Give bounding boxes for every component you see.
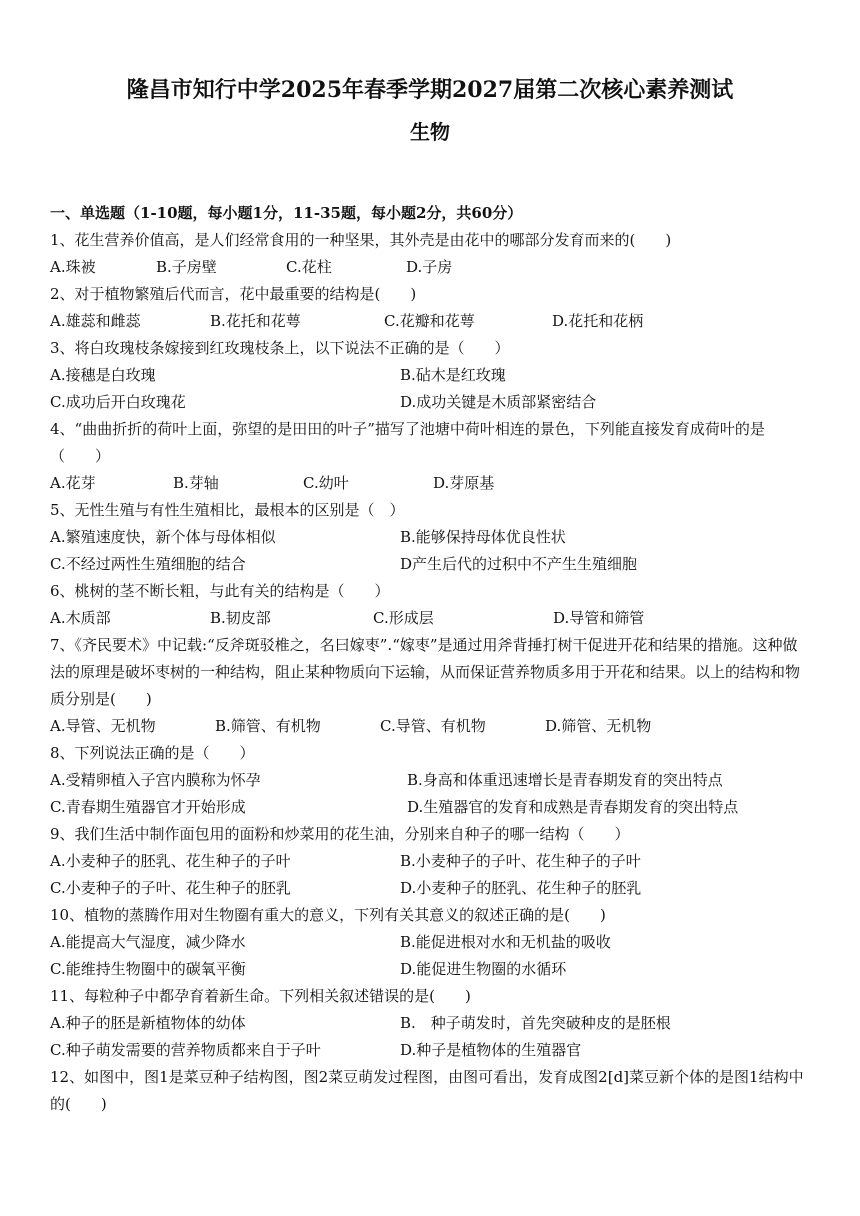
answer-option[interactable]: D.能促进生物圈的水循环	[400, 960, 567, 978]
answer-option[interactable]: C.花柱	[286, 258, 332, 276]
answer-option[interactable]: D.种子是植物体的生殖器官	[400, 1041, 582, 1059]
exam-title: 隆昌市知行中学2025年春季学期2027届第二次核心素养测试	[126, 77, 734, 103]
answer-option[interactable]: A.导管、无机物	[50, 717, 156, 735]
option-row	[50, 848, 812, 875]
question-stem: 3、将白玫瑰枝条嫁接到红玫瑰枝条上，以下说法不正确的是（ ）	[50, 339, 510, 357]
answer-option[interactable]: C.青春期生殖器官才开始形成	[50, 798, 246, 816]
question-stem: 5、无性生殖与有性生殖相比，最根本的区别是（ ）	[50, 501, 405, 519]
answer-option[interactable]: B.芽轴	[173, 474, 219, 492]
answer-option[interactable]: D.筛管、无机物	[545, 717, 652, 735]
question-stem: 10、植物的蒸腾作用对生物圈有重大的意义，下列有关其意义的叙述正确的是( )	[50, 906, 606, 924]
option-row	[50, 551, 812, 578]
question-stem: 4、“曲曲折折的荷叶上面，弥望的是田田的叶子”描写了池塘中荷叶相连的景色，下列能直接发育成荷叶的是（ ）	[50, 420, 765, 465]
option-row	[50, 362, 812, 389]
option-row	[50, 875, 812, 902]
answer-option[interactable]: C.不经过两性生殖细胞的结合	[50, 555, 246, 573]
answer-option[interactable]: B.砧木是红玫瑰	[400, 366, 506, 384]
answer-option[interactable]: A.小麦种子的胚乳、花生种子的子叶	[50, 852, 291, 870]
subject-title: 生物	[410, 120, 450, 144]
question-stem: 1、花生营养价值高，是人们经常食用的一种坚果，其外壳是由花中的哪部分发育而来的( )	[50, 231, 672, 249]
answer-option[interactable]: D.花托和花柄	[552, 312, 644, 330]
answer-option[interactable]: C.幼叶	[303, 474, 349, 492]
questions-container	[50, 227, 812, 1118]
question-stem: 9、我们生活中制作面包用的面粉和炒菜用的花生油，分别来自种子的哪一结构（ ）	[50, 825, 630, 843]
answer-option[interactable]: A.木质部	[50, 609, 111, 627]
answer-option[interactable]: B.小麦种子的子叶、花生种子的子叶	[400, 852, 641, 870]
option-row	[50, 605, 812, 632]
answer-option[interactable]: C.种子萌发需要的营养物质都来自于子叶	[50, 1041, 321, 1059]
answer-option[interactable]: A.能提高大气湿度，减少降水	[50, 933, 246, 951]
question-stem: 11、每粒种子中都孕育着新生命。下列相关叙述错误的是( )	[50, 987, 471, 1005]
question-stem: 7、《齐民要术》中记载:“反斧斑驳椎之，名曰嫁枣”.“嫁枣”是通过用斧背捶打树干促进开花和结果的措施。这种做法的原理是破坏枣树的一种结构，阻止某种物质向下运输，从而保证营养物质多用于开花和结果。以上的结构和物质分别是( )	[50, 636, 801, 708]
answer-option[interactable]: D.子房	[406, 258, 453, 276]
answer-option[interactable]: B. 种子萌发时，首先突破种皮的是胚根	[400, 1014, 671, 1032]
question-stem: 6、桃树的茎不断长粗，与此有关的结构是（ ）	[50, 582, 390, 600]
section-heading: 一、单选题（1-10题，每小题1分，11-35题，每小题2分，共60分）	[50, 204, 523, 222]
answer-option[interactable]: C.花瓣和花萼	[384, 312, 475, 330]
answer-option[interactable]: D.小麦种子的胚乳、花生种子的胚乳	[400, 879, 642, 897]
answer-option[interactable]: B.能够保持母体优良性状	[400, 528, 566, 546]
answer-option[interactable]: B.筛管、有机物	[215, 717, 321, 735]
answer-option[interactable]: B.能促进根对水和无机盐的吸收	[400, 933, 611, 951]
answer-option[interactable]: D.成功关键是木质部紧密结合	[400, 393, 597, 411]
option-row	[50, 956, 812, 983]
answer-option[interactable]: B.子房壁	[156, 258, 217, 276]
question-stem: 8、下列说法正确的是（ ）	[50, 744, 255, 762]
option-row	[50, 794, 812, 821]
answer-option[interactable]: A.珠被	[50, 258, 96, 276]
answer-option[interactable]: D.芽原基	[433, 474, 495, 492]
option-row	[50, 254, 812, 281]
answer-option[interactable]: B.身高和体重迅速增长是青春期发育的突出特点	[407, 771, 723, 789]
option-row	[50, 470, 812, 497]
answer-option[interactable]: C.成功后开白玫瑰花	[50, 393, 186, 411]
answer-option[interactable]: B.韧皮部	[210, 609, 271, 627]
answer-option[interactable]: A.雄蕊和雌蕊	[50, 312, 141, 330]
question-list	[50, 200, 812, 1118]
option-row	[50, 389, 812, 416]
option-row	[50, 524, 812, 551]
answer-option[interactable]: C.导管、有机物	[380, 717, 486, 735]
option-row	[50, 1037, 812, 1064]
answer-option[interactable]: D.生殖器官的发育和成熟是青春期发育的突出特点	[407, 798, 739, 816]
question-stem: 12、如图中，图1是菜豆种子结构图，图2菜豆萌发过程图，由图可看出，发育成图2[d]菜豆新个体的是图1结构中的( )	[50, 1068, 804, 1113]
answer-option[interactable]: D.导管和筛管	[553, 609, 645, 627]
answer-option[interactable]: C.形成层	[373, 609, 434, 627]
answer-option[interactable]: A.花芽	[50, 474, 96, 492]
answer-option[interactable]: A.种子的胚是新植物体的幼体	[50, 1014, 246, 1032]
option-row	[50, 767, 812, 794]
answer-option[interactable]: C.小麦种子的子叶、花生种子的胚乳	[50, 879, 291, 897]
answer-option[interactable]: D产生后代的过积中不产生生殖细胞	[400, 555, 638, 573]
question-stem: 2、对于植物繁殖后代而言，花中最重要的结构是( )	[50, 285, 417, 303]
option-row	[50, 1010, 812, 1037]
answer-option[interactable]: B.花托和花萼	[210, 312, 301, 330]
option-row	[50, 713, 812, 740]
answer-option[interactable]: A.受精卵植入子宫内膜称为怀孕	[50, 771, 261, 789]
option-row	[50, 929, 812, 956]
answer-option[interactable]: C.能维持生物圈中的碳氧平衡	[50, 960, 246, 978]
answer-option[interactable]: A.繁殖速度快，新个体与母体相似	[50, 528, 276, 546]
option-row	[50, 308, 812, 335]
answer-option[interactable]: A.接穗是白玫瑰	[50, 366, 156, 384]
